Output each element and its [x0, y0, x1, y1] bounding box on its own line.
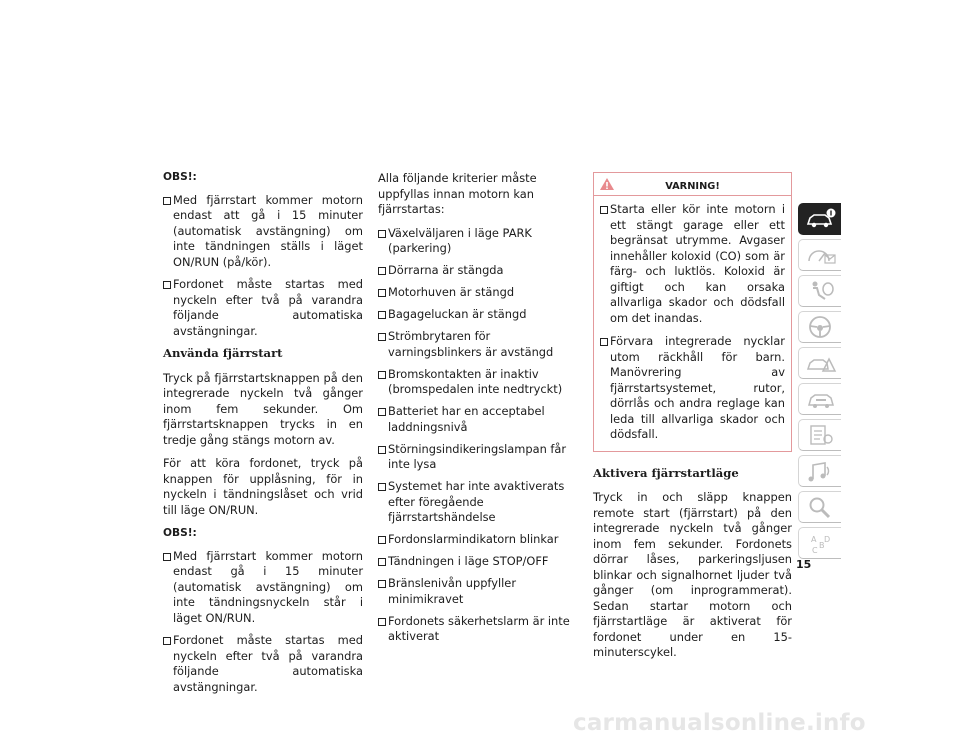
page-number: 15 — [796, 558, 812, 571]
paragraph: För att köra fordonet, tryck på knappen för upplåsning, för in nyckeln i tändningslåset och vrid till läge ON/RUN. — [163, 456, 363, 517]
warning-header — [594, 173, 791, 196]
multimedia-icon — [805, 459, 837, 483]
section-heading: Använda fjärrstart — [163, 346, 283, 360]
chapter-tabs — [798, 203, 841, 563]
list-item: Strömbrytaren för varningsblinkers är avstängd — [378, 329, 578, 360]
list-item: Störningsindikeringslampan får inte lysa — [378, 442, 578, 473]
svg-text:A: A — [811, 535, 817, 544]
svg-text:B: B — [819, 541, 825, 550]
note-title: OBS!: — [163, 171, 197, 183]
criteria-list — [378, 226, 578, 645]
paragraph: Alla följande kriterier måste uppfyllas innan motorn kan fjärrstartas: — [378, 171, 537, 216]
index-icon — [805, 531, 837, 555]
search-icon — [805, 495, 837, 519]
list-item: Förvara integrerade nycklar utom räckhåll för barn. Manövrering av fjärrstartsystemet, rutor, dörrlås och andra reglage kan leda till allvarliga skador och dödsfall. — [600, 334, 785, 443]
paragraph: Tryck på fjärrstartsknappen på den integrerade nyckeln två gånger inom fem sekunder. Om fjärrstartsknappen trycks in en tredje gång stängs motorn av. — [163, 370, 363, 447]
checkbox-bullet-icon — [163, 637, 171, 645]
list-item: Fordonet måste startas med nyckeln efter två på varandra följande automatiska avstängningar. — [163, 277, 363, 339]
tab-multimedia[interactable] — [798, 455, 841, 487]
warning-list — [600, 202, 785, 443]
list-item: Bränslenivån uppfyller minimikravet — [378, 576, 578, 607]
tab-service[interactable] — [798, 383, 841, 415]
tab-search[interactable] — [798, 491, 841, 523]
service-car-icon — [805, 387, 837, 411]
car-info-icon — [805, 207, 837, 231]
note-list — [163, 193, 363, 340]
checkbox-bullet-icon — [163, 197, 171, 205]
section-heading: Aktivera fjärrstartläge — [593, 465, 739, 480]
list-item: Bromskontakten är inaktiv (bromspedalen inte nedtryckt) — [378, 367, 578, 398]
paragraph: Tryck in och släpp knappen remote start (fjärrstart) på den integrerade nyckeln två gånger inom fem sekunder. Fordonets dörrar låses, parkeringsljusen blinkar och signalhornet ljuder två gånger (om inprogrammerat). Sedan startar motorn och fjärrstartläge är aktiverat för fordonet under en 15-minuterscykel. — [593, 490, 792, 659]
tab-instruments[interactable] — [798, 239, 841, 271]
warning-title: VARNING! — [665, 181, 720, 192]
list-item: Fordonet måste startas med nyckeln efter två på varandra följande automatiska avstängningar. — [163, 633, 363, 695]
column-2 — [378, 171, 578, 652]
checkbox-bullet-icon — [378, 289, 386, 297]
airbag-icon — [805, 279, 837, 303]
checkbox-bullet-icon — [378, 230, 386, 238]
list-item: Batteriet har en acceptabel laddningsnivå — [378, 404, 578, 435]
list-item: Systemet har inte avaktiverats efter föregående fjärrstartshändelse — [378, 479, 578, 526]
svg-text:D: D — [824, 535, 831, 544]
checklist-icon — [805, 423, 837, 447]
checkbox-bullet-icon — [378, 536, 386, 544]
checkbox-bullet-icon — [378, 333, 386, 341]
column-1 — [163, 170, 363, 702]
breakdown-icon — [805, 351, 837, 375]
list-item: Växelväljaren i läge PARK (parkering) — [378, 226, 578, 257]
checkbox-bullet-icon — [378, 446, 386, 454]
tab-index[interactable] — [798, 527, 841, 559]
tab-starting-driving[interactable] — [798, 311, 841, 343]
steering-wheel-icon — [805, 315, 837, 339]
tab-emergency[interactable] — [798, 347, 841, 379]
tab-safety[interactable] — [798, 275, 841, 307]
watermark: carmanualsonline.info — [573, 710, 866, 736]
tab-car-info[interactable] — [798, 203, 841, 235]
list-item: Med fjärrstart kommer motorn endast gå i 15 minuter (automatisk avstängning) om inte tändningsnyckeln står i läget ON/RUN. — [163, 549, 363, 627]
column-3 — [593, 172, 792, 661]
checkbox-bullet-icon — [378, 580, 386, 588]
checkbox-bullet-icon — [378, 558, 386, 566]
instruments-icon — [805, 243, 837, 267]
checkbox-bullet-icon — [378, 371, 386, 379]
list-item: Fordonslarmindikatorn blinkar — [378, 532, 578, 548]
warning-box — [593, 172, 792, 452]
list-item: Med fjärrstart kommer motorn endast att gå i 15 minuter (automatisk avstängning) om inte tändningen ställs i läget ON/RUN (på/kör). — [163, 193, 363, 271]
tab-technical[interactable] — [798, 419, 841, 451]
checkbox-bullet-icon — [378, 408, 386, 416]
list-item: Starta eller kör inte motorn i ett stängt garage eller ett begränsat utrymme. Avgaser innehåller koloxid (CO) som är färg- och luktlös. Koloxid är giftigt och kan orsaka allvarliga skador och dödsfall om det inandas. — [600, 202, 785, 326]
list-item: Motorhuven är stängd — [378, 285, 578, 301]
note-title: OBS!: — [163, 527, 197, 539]
checkbox-bullet-icon — [378, 311, 386, 319]
checkbox-bullet-icon — [600, 206, 608, 214]
checkbox-bullet-icon — [163, 281, 171, 289]
list-item: Fordonets säkerhetslarm är inte aktiverat — [378, 614, 578, 645]
checkbox-bullet-icon — [378, 267, 386, 275]
checkbox-bullet-icon — [378, 618, 386, 626]
svg-text:C: C — [812, 546, 818, 555]
list-item: Tändningen i läge STOP/OFF — [378, 554, 578, 570]
checkbox-bullet-icon — [378, 483, 386, 491]
list-item: Bagageluckan är stängd — [378, 307, 578, 323]
list-item: Dörrarna är stängda — [378, 263, 578, 279]
checkbox-bullet-icon — [163, 553, 171, 561]
checkbox-bullet-icon — [600, 338, 608, 346]
note-list — [163, 549, 363, 696]
